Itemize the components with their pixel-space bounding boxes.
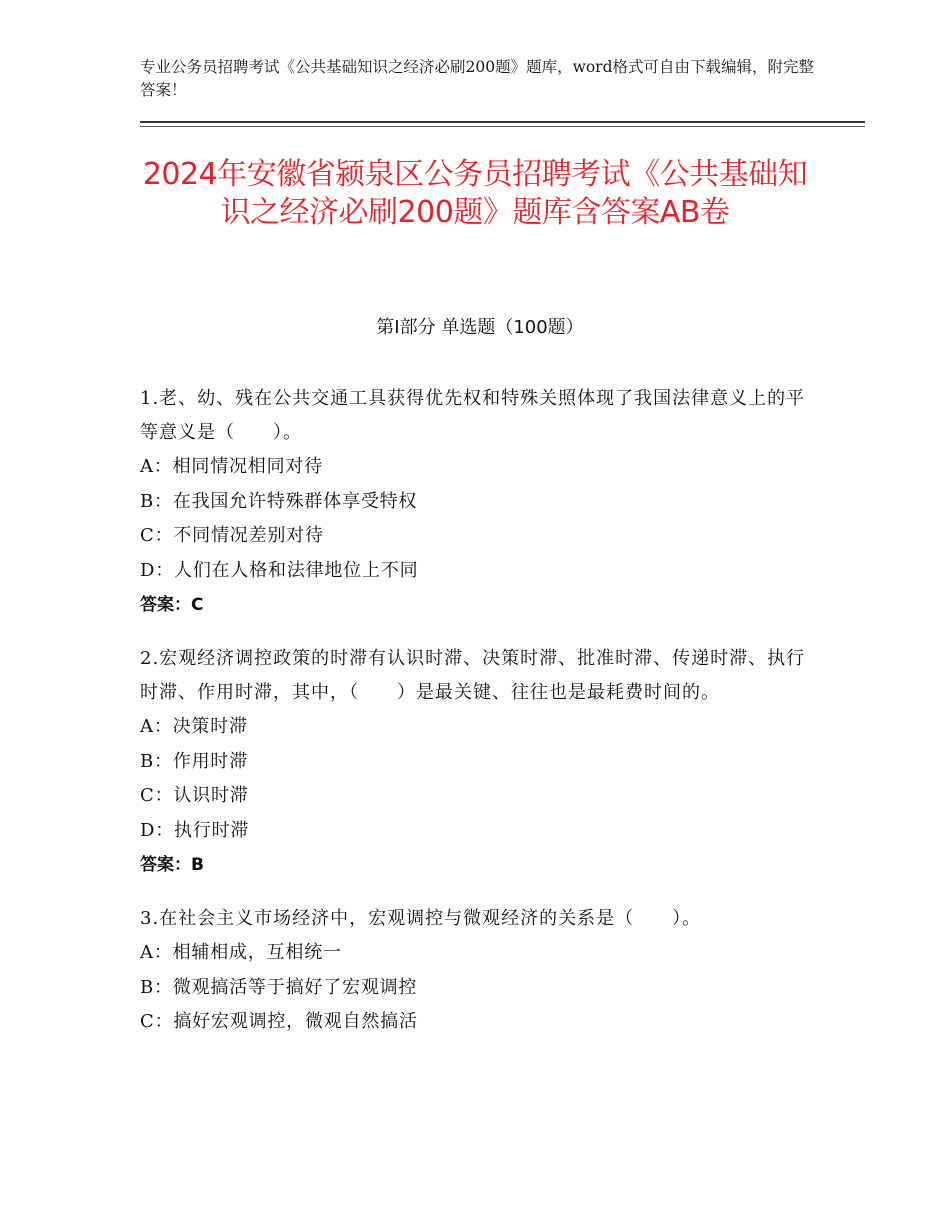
- option-d: D：执行时滞: [140, 819, 250, 841]
- option-d: D：人们在人格和法律地位上不同: [140, 559, 419, 581]
- option-c: C：搞好宏观调控，微观自然搞活: [140, 1011, 418, 1032]
- option-b: B：作用时滞: [140, 750, 249, 772]
- section-title: 第Ⅰ部分 单选题（100题）: [376, 317, 584, 338]
- document-title: 2024年安徽省颍泉区公务员招聘考试《公共基础知识之经济必刷200题》题库含答案AB卷: [142, 157, 808, 230]
- question-list: [140, 382, 820, 1060]
- question-2: [140, 642, 820, 882]
- option-c: C：认识时滞: [140, 785, 249, 806]
- option-b: B：在我国允许特殊群体享受特权: [140, 490, 418, 512]
- question-stem: 2.宏观经济调控政策的时滞有认识时滞、决策时滞、批准时滞、传递时滞、执行时滞、作用时滞，其中，（ ）是最关键、往往也是最耗费时间的。: [140, 648, 806, 703]
- question-stem: 3.在社会主义市场经济中，宏观调控与微观经济的关系是（ ）。: [140, 908, 702, 929]
- answer-line: 答案：C: [140, 595, 204, 615]
- header-note: 专业公务员招聘考试《公共基础知识之经济必刷200题》题库，word格式可自由下载编辑，附完整答案！: [140, 58, 815, 99]
- answer-line: 答案：B: [140, 855, 204, 875]
- option-a: A：相同情况相同对待: [140, 456, 323, 477]
- header-divider-thin: [140, 126, 865, 127]
- question-stem: 1.老、幼、残在公共交通工具获得优先权和特殊关照体现了我国法律意义上的平等意义是（ ）。: [140, 388, 806, 443]
- question-3: [140, 902, 820, 1040]
- question-1: [140, 382, 820, 622]
- option-c: C：不同情况差别对待: [140, 525, 324, 546]
- header-divider-thick: [140, 121, 865, 123]
- option-a: A：决策时滞: [140, 716, 248, 737]
- option-b: B：微观搞活等于搞好了宏观调控: [140, 976, 418, 998]
- option-a: A：相辅相成，互相统一: [140, 942, 342, 963]
